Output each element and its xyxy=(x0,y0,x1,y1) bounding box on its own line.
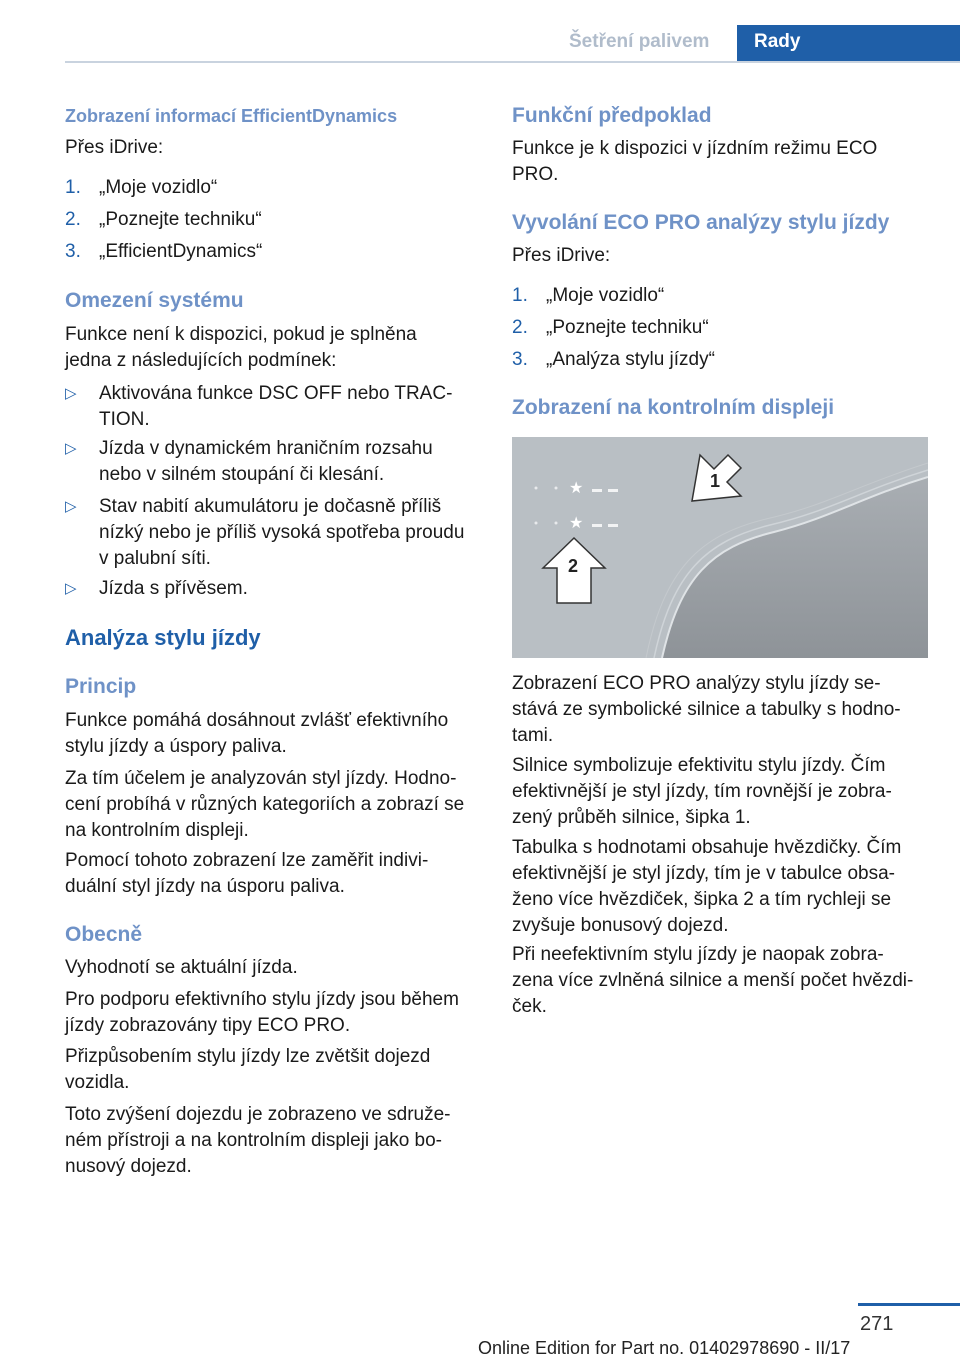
heading-predpoklad: Funkční předpoklad xyxy=(512,104,712,127)
text-line: tami. xyxy=(512,725,554,746)
text-line: Funkce není k dispozici, pokud je splněna xyxy=(65,324,417,345)
dot-mark xyxy=(555,487,558,490)
paragraph-obecne-1: Vyhodnotí se aktuální jízda. xyxy=(65,957,298,978)
text-line: ném přístroji a na kontrolním displeji jako bo- xyxy=(65,1130,443,1151)
star-icon: ★ xyxy=(569,513,584,532)
paragraph-desc-1 xyxy=(512,671,932,749)
heading-vyvolani: Vyvolání ECO PRO analýzy stylu jízdy xyxy=(512,211,890,234)
text-line: duální styl jízdy na úsporu paliva. xyxy=(65,876,345,897)
list-number: 3. xyxy=(65,241,81,262)
text-line: Pro podporu efektivního stylu jízdy jsou během xyxy=(65,989,459,1010)
paragraph-desc-3 xyxy=(512,835,932,939)
paragraph-predpoklad xyxy=(512,136,932,188)
arrow-1-label: 1 xyxy=(710,471,721,491)
text-line: Přizpůsobením stylu jízdy lze zvětšit dojezd xyxy=(65,1046,431,1067)
paragraph-obecne-4 xyxy=(65,1102,485,1180)
dash-mark xyxy=(592,524,602,527)
paragraph-idrive: Přes iDrive: xyxy=(512,245,611,266)
paragraph-princip-2 xyxy=(65,766,485,844)
paragraph-desc-4 xyxy=(512,942,932,1020)
text-line: Funkce pomáhá dosáhnout zvlášť efektivního xyxy=(65,710,449,731)
text-line: stylu jízdy a úspory paliva. xyxy=(65,736,287,757)
text-line: efektivnější je styl jízdy, tím je v tabulce obsa- xyxy=(512,863,895,884)
text-line: Aktivována funkce DSC OFF nebo TRAC- xyxy=(99,383,453,404)
text-line: jízdy zobrazovány tipy ECO PRO. xyxy=(65,1015,351,1036)
text-line: Jízda v dynamickém hraničním rozsahu xyxy=(99,438,433,459)
paragraph-omezeni xyxy=(65,322,485,374)
text-line: Funkce je k dispozici v jízdním režimu ECO xyxy=(512,138,878,159)
heading-zobrazeni: Zobrazení na kontrolním displeji xyxy=(512,396,835,419)
text-line: Tabulka s hodnotami obsahuje hvězdičky. Čím xyxy=(512,837,902,858)
paragraph-obecne-2 xyxy=(65,987,485,1039)
list-number: 2. xyxy=(512,317,528,338)
text-line: PRO. xyxy=(512,164,559,185)
dot-mark xyxy=(535,487,538,490)
text-line: Při neefektivním stylu jízdy je naopak zobra- xyxy=(512,944,884,965)
paragraph-princip-1 xyxy=(65,708,485,760)
text-line: nebo v silném stoupání či klesání. xyxy=(99,464,385,485)
text-line: nízký nebo je příliš vysoká spotřeba proudu xyxy=(99,522,465,543)
list-text: „Moje vozidlo“ xyxy=(99,177,218,198)
bullet-triangle-icon: ▷ xyxy=(65,580,77,597)
bullet-triangle-icon: ▷ xyxy=(65,385,77,402)
arrow-2-label: 2 xyxy=(568,556,579,576)
heading-princip: Princip xyxy=(65,675,137,698)
control-display-illustration xyxy=(512,437,928,658)
text-line: nusový dojezd. xyxy=(65,1156,192,1177)
text-line: cení probíhá v různých kategoriích a zobrazí se xyxy=(65,794,465,815)
star-icon: ★ xyxy=(569,478,584,497)
bullet-triangle-icon: ▷ xyxy=(65,440,77,457)
control-display-figure xyxy=(512,437,928,658)
dash-mark xyxy=(592,489,602,492)
list-text: „EfficientDynamics“ xyxy=(99,241,263,262)
footer-divider xyxy=(858,1303,960,1306)
paragraph-obecne-3 xyxy=(65,1044,485,1096)
list-number: 1. xyxy=(65,177,81,198)
dot-mark xyxy=(535,522,538,525)
page-number: 271 xyxy=(860,1313,894,1335)
header-divider xyxy=(65,61,960,63)
header-section-title: Šetření palivem xyxy=(569,31,710,52)
header-chapter-label: Rady xyxy=(754,31,801,52)
text-line: Toto zvýšení dojezdu je zobrazeno ve sdruže- xyxy=(65,1104,451,1125)
dot-mark xyxy=(555,522,558,525)
text-line: vozidla. xyxy=(65,1072,130,1093)
text-line: zena více zvlněná silnice a menší počet hvězdi- xyxy=(512,970,914,991)
list-number: 1. xyxy=(512,285,528,306)
text-line: na kontrolním displeji. xyxy=(65,820,249,841)
text-line: zvyšuje bonusový dojezd. xyxy=(512,915,729,936)
dash-mark xyxy=(608,524,618,527)
paragraph-desc-2 xyxy=(512,753,932,831)
heading-efficientdynamics: Zobrazení informací EfficientDynamics xyxy=(65,106,398,126)
dash-mark xyxy=(608,489,618,492)
paragraph-princip-3 xyxy=(65,848,485,900)
list-text: „Poznejte techniku“ xyxy=(99,209,262,230)
text-line: ček. xyxy=(512,996,547,1017)
list-text: „Moje vozidlo“ xyxy=(546,285,665,306)
text-line: Stav nabití akumulátoru je dočasně příliš xyxy=(99,496,442,517)
heading-omezeni: Omezení systému xyxy=(65,289,244,312)
text-line: TION. xyxy=(99,409,150,430)
text-line: jedna z následujících podmínek: xyxy=(65,350,337,371)
text-line: Silnice symbolizuje efektivitu stylu jízdy. Čím xyxy=(512,755,886,776)
list-text: „Analýza stylu jízdy“ xyxy=(546,349,715,370)
text-line: Jízda s přívěsem. xyxy=(99,578,248,599)
list-number: 3. xyxy=(512,349,528,370)
footer-edition: Online Edition for Part no. 01402978690 - II/17 xyxy=(478,1338,851,1358)
text-line: Zobrazení ECO PRO analýzy stylu jízdy se- xyxy=(512,673,881,694)
text-line: ženo více hvězdiček, šipka 2 a tím rychleji se xyxy=(512,889,892,910)
heading-analyza: Analýza stylu jízdy xyxy=(65,625,261,650)
header-chapter-tab xyxy=(737,25,960,62)
text-line: zený průběh silnice, šipka 1. xyxy=(512,807,751,828)
bullet-triangle-icon: ▷ xyxy=(65,498,77,515)
heading-obecne: Obecně xyxy=(65,923,143,946)
list-text: „Poznejte techniku“ xyxy=(546,317,709,338)
text-line: Za tím účelem je analyzován styl jízdy. Hodno- xyxy=(65,768,457,789)
text-line: stává ze symbolické silnice a tabulky s hodno- xyxy=(512,699,901,720)
text-line: v palubní síti. xyxy=(99,548,211,569)
list-number: 2. xyxy=(65,209,81,230)
paragraph-idrive: Přes iDrive: xyxy=(65,137,164,158)
text-line: efektivnější je styl jízdy, tím rovnější je zobra- xyxy=(512,781,892,802)
text-line: Pomocí tohoto zobrazení lze zaměřit indivi- xyxy=(65,850,429,871)
